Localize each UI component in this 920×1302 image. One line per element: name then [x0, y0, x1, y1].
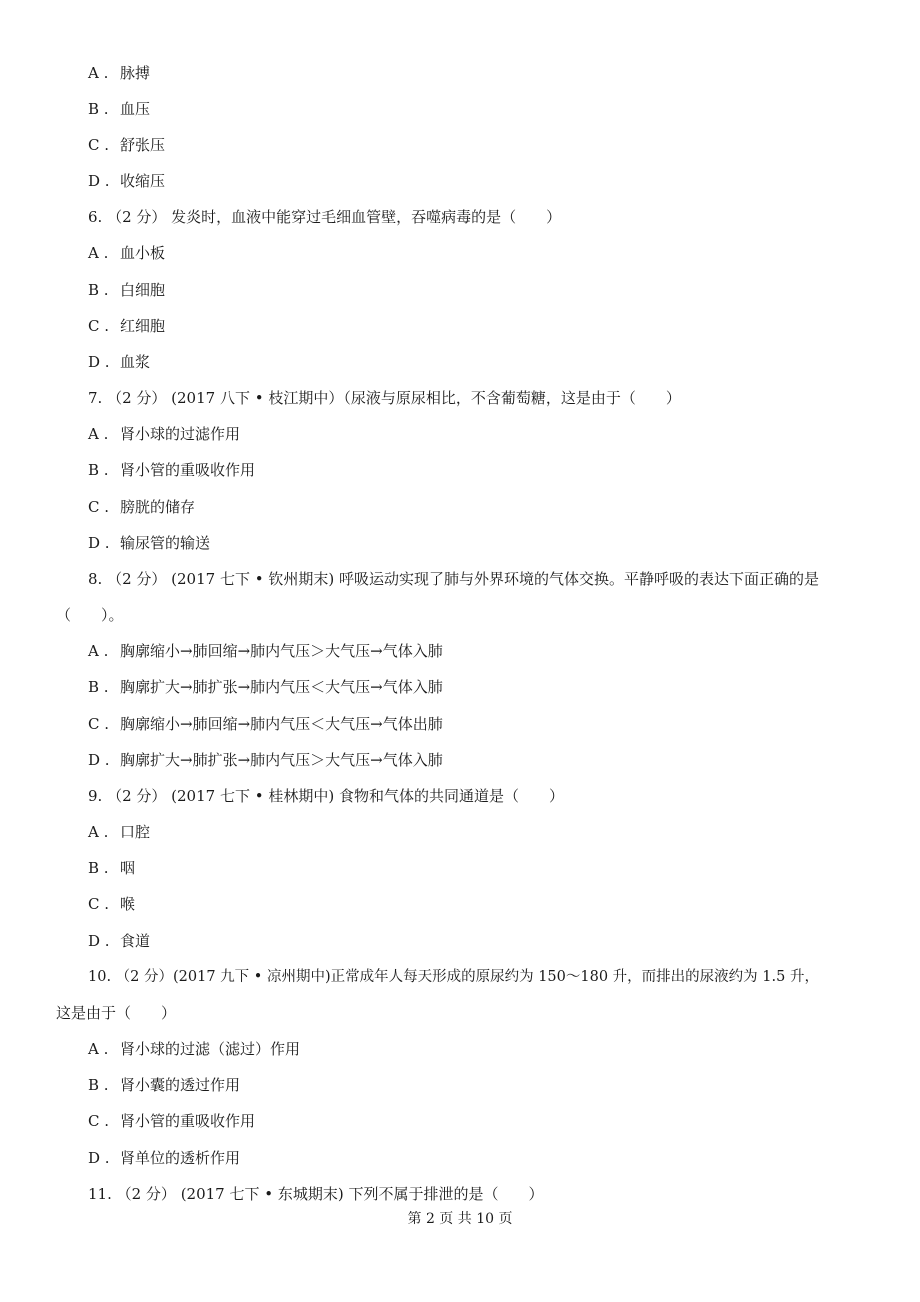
option-text: 膀胱的储存	[120, 498, 196, 516]
option-b	[88, 280, 165, 300]
option-d	[88, 533, 210, 553]
option-letter: B .	[88, 1076, 109, 1094]
option-c	[88, 135, 165, 155]
option-letter: D .	[88, 932, 110, 950]
question-10-continued: 这是由于（ ）	[56, 1004, 177, 1022]
option-letter: B .	[88, 100, 109, 118]
option-a	[88, 1039, 300, 1059]
question-7: 7. （2 分） (2017 八下 • 枝江期中）（尿液与原尿相比，不含葡萄糖，这是由于（ ）	[88, 389, 681, 407]
option-d	[88, 171, 165, 191]
question-8: 8. （2 分） (2017 七下 • 钦州期末) 呼吸运动实现了肺与外界环境的气体交换。平静呼吸的表达下面正确的是	[88, 570, 819, 588]
question-8-continued: （ ）。	[56, 606, 124, 624]
option-letter: A .	[88, 1040, 109, 1058]
option-a	[88, 243, 165, 263]
option-text: 血小板	[120, 244, 166, 262]
option-text: 胸廓扩大→肺扩张→肺内气压＞大气压→气体入肺	[120, 751, 443, 769]
option-letter: C .	[88, 136, 110, 154]
option-text: 白细胞	[120, 281, 166, 299]
option-b	[88, 858, 135, 878]
option-a	[88, 424, 240, 444]
option-a	[88, 63, 150, 83]
option-letter: D .	[88, 751, 110, 769]
option-text: 胸廓缩小→肺回缩→肺内气压＞大气压→气体入肺	[120, 642, 443, 660]
option-b	[88, 1075, 240, 1095]
option-letter: A .	[88, 425, 109, 443]
option-letter: D .	[88, 172, 110, 190]
option-letter: C .	[88, 895, 110, 913]
option-c	[88, 497, 195, 517]
option-letter: C .	[88, 715, 110, 733]
question-11: 11. （2 分） (2017 七下 • 东城期末) 下列不属于排泄的是（ ）	[88, 1185, 544, 1203]
option-b	[88, 460, 255, 480]
option-letter: B .	[88, 859, 109, 877]
option-letter: A .	[88, 244, 109, 262]
option-b	[88, 677, 443, 697]
option-letter: C .	[88, 317, 110, 335]
option-text: 血浆	[120, 353, 151, 371]
option-text: 肾小球的过滤作用	[120, 425, 241, 443]
option-letter: C .	[88, 498, 110, 516]
option-b	[88, 99, 150, 119]
option-letter: D .	[88, 1149, 110, 1167]
option-text: 舒张压	[120, 136, 166, 154]
option-letter: B .	[88, 281, 109, 299]
option-letter: A .	[88, 642, 109, 660]
option-text: 喉	[120, 895, 136, 913]
option-text: 脉搏	[120, 64, 151, 82]
option-text: 食道	[120, 932, 151, 950]
option-letter: A .	[88, 823, 109, 841]
option-text: 口腔	[120, 823, 151, 841]
option-letter: D .	[88, 353, 110, 371]
option-text: 肾单位的透析作用	[120, 1149, 241, 1167]
option-text: 肾小管的重吸收作用	[120, 461, 256, 479]
option-text: 肾小管的重吸收作用	[120, 1112, 256, 1130]
option-d	[88, 1148, 240, 1168]
option-text: 收缩压	[120, 172, 166, 190]
option-c	[88, 894, 135, 914]
option-text: 红细胞	[120, 317, 166, 335]
option-text: 胸廓缩小→肺回缩→肺内气压＜大气压→气体出肺	[120, 715, 443, 733]
option-letter: C .	[88, 1112, 110, 1130]
question-6: 6. （2 分） 发炎时，血液中能穿过毛细血管壁，吞噬病毒的是（ ）	[88, 208, 562, 226]
option-letter: A .	[88, 64, 109, 82]
option-c	[88, 316, 165, 336]
option-text: 肾小球的过滤（滤过）作用	[120, 1040, 301, 1058]
option-c	[88, 1111, 255, 1131]
option-a	[88, 641, 443, 661]
option-text: 输尿管的输送	[120, 534, 211, 552]
question-10: 10. （2 分）(2017 九下 • 凉州期中)正常成年人每天形成的原尿约为 150～180 升，而排出的尿液约为 1.5 升，	[88, 969, 819, 985]
page-footer: 第 2 页 共 10 页	[407, 1211, 513, 1227]
option-text: 胸廓扩大→肺扩张→肺内气压＜大气压→气体入肺	[120, 678, 443, 696]
option-d	[88, 931, 150, 951]
option-d	[88, 750, 443, 770]
option-letter: D .	[88, 534, 110, 552]
option-d	[88, 352, 150, 372]
option-letter: B .	[88, 678, 109, 696]
option-text: 血压	[120, 100, 151, 118]
option-c	[88, 714, 443, 734]
option-text: 肾小囊的透过作用	[120, 1076, 241, 1094]
option-text: 咽	[120, 859, 136, 877]
option-a	[88, 822, 150, 842]
option-letter: B .	[88, 461, 109, 479]
question-9: 9. （2 分） (2017 七下 • 桂林期中) 食物和气体的共同通道是（ ）	[88, 787, 564, 805]
